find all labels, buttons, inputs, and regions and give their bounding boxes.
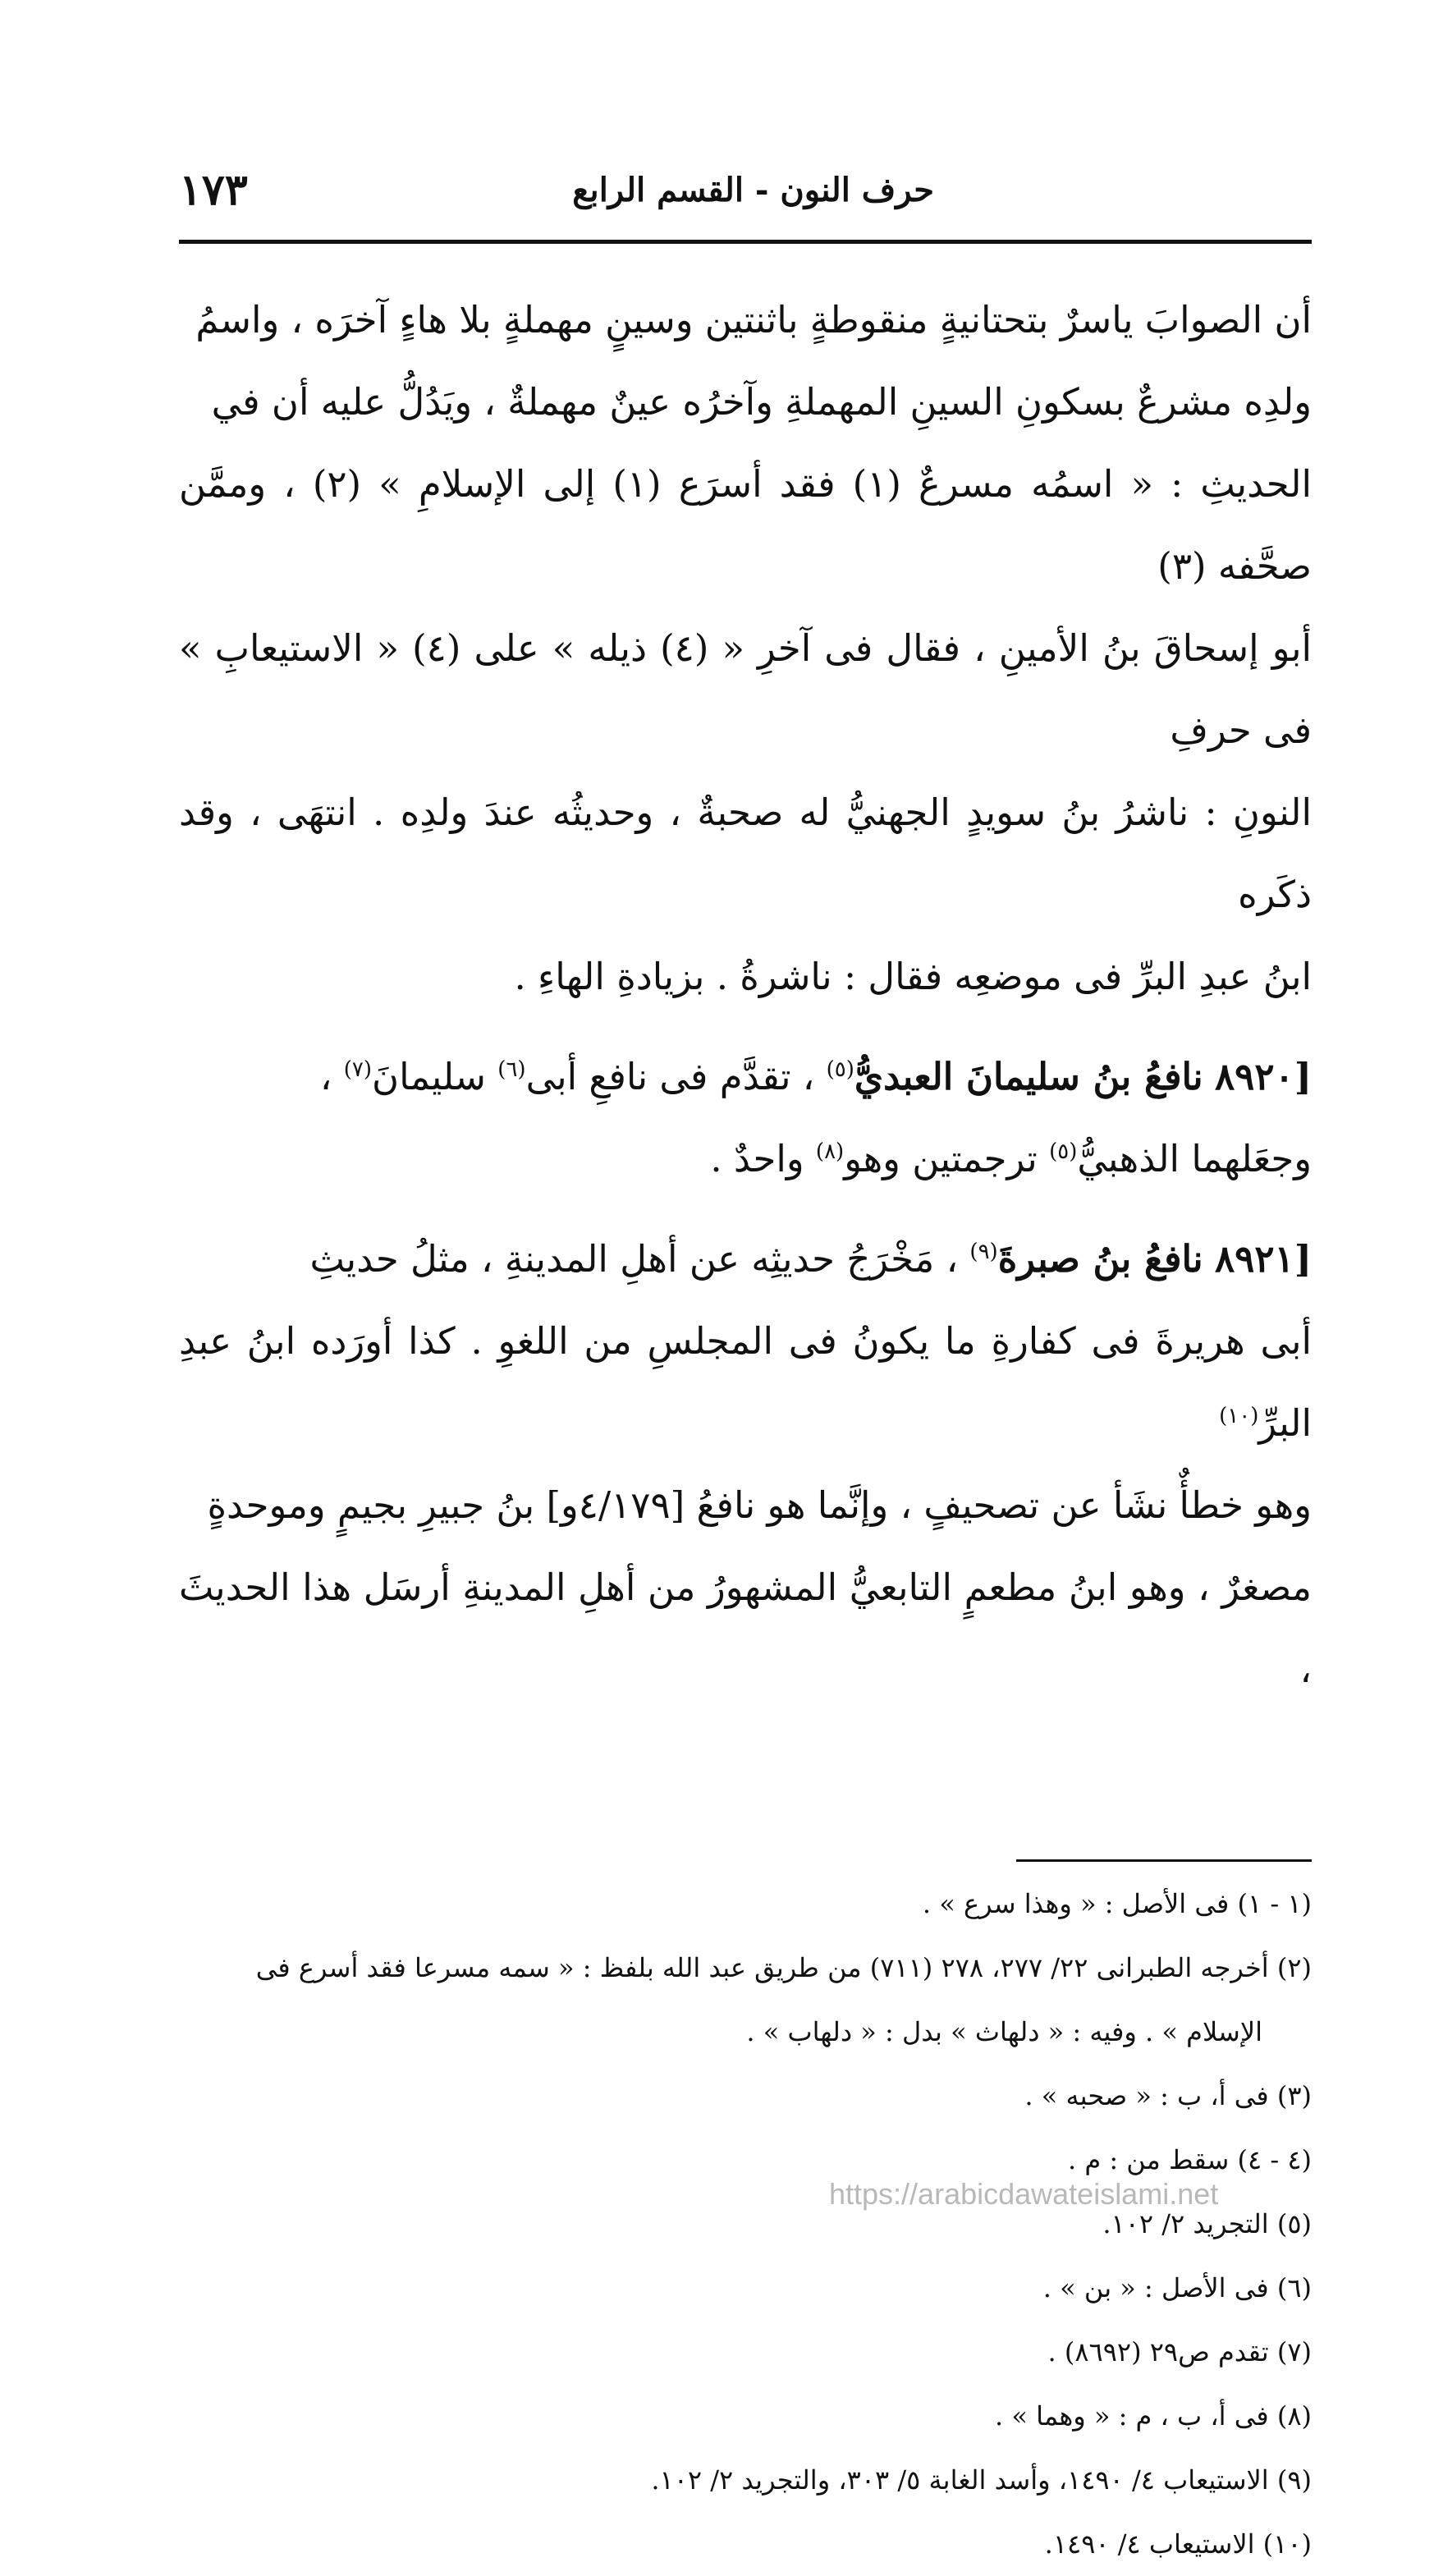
entry-name: نافعُ بنُ سليمانَ العبديُّ [854, 1055, 1203, 1098]
entry-8921 [179, 1218, 1312, 1300]
entry-text: سليمانَ [372, 1055, 498, 1098]
text-line: ولدِه مشرعٌ بسكونِ السينِ المهملةِ وآخرُه عينٌ مهملةٌ ، ويَدُلُّ عليه أن في [211, 380, 1312, 424]
footnote-ref: (٧) [343, 1057, 373, 1082]
text-line: الحديثِ : « اسمُه مسرعٌ (١) فقد أسرَع (١) إلى الإسلامِ » (٢) ، وممَّن صحَّفه (٣) [179, 462, 1312, 588]
watermark-url: https://arabicdawateislami.net [829, 2177, 1219, 2211]
entry-text: ، [319, 1055, 344, 1098]
entry-text: ، تقدَّم فى نافعِ أبى [525, 1055, 827, 1098]
footnotes [179, 1872, 1312, 2576]
footnote: (٨) فى أ، ب ، م : « وهما » . [994, 2400, 1312, 2432]
footnote: (١ - ١) فى الأصل : « وهذا سرع » . [922, 1888, 1312, 1919]
entry-name: نافعُ بنُ صبرةَ [997, 1237, 1203, 1281]
running-title: حرف النون - القسم الرابع [572, 170, 934, 209]
entry-text: ترجمتين وهو [844, 1137, 1050, 1180]
entry-number: [٨٩٢٠ [1215, 1055, 1312, 1098]
text-line: مصغرٌ ، وهو ابنُ مطعمٍ التابعيُّ المشهورُ من أهلِ المدينةِ أرسَل هذا الحديثَ ، [179, 1565, 1312, 1691]
footnote: (٩) الاستيعاب ٤/ ١٤٩٠، وأسد الغابة ٥/ ٣٠٣، والتجريد ٢/ ١٠٢. [651, 2464, 1312, 2496]
footnote: (٤ - ٤) سقط من : م . [1068, 2144, 1312, 2175]
text-line: أن الصوابَ ياسرٌ بتحتانيةٍ منقوطةٍ باثنتين وسينٍ مهملةٍ بلا هاءٍ آخرَه ، واسمُ [195, 298, 1312, 341]
footnote: (٥) التجريد ٢/ ١٠٢. [1102, 2208, 1312, 2239]
text-line: أبو إسحاقَ بنُ الأمينِ ، فقال فى آخرِ « (٤) ذيله » على (٤) « الاستيعابِ » فى حرفِ [179, 626, 1312, 752]
footnote-ref: (٨) [815, 1139, 845, 1164]
footnote-ref: (٩) [969, 1240, 998, 1264]
text-line: ابنُ عبدِ البرِّ فى موضعِه فقال : ناشرةُ . بزيادةِ الهاءِ . [514, 955, 1312, 998]
entry-8920 [179, 1036, 1312, 1118]
text-line: النونِ : ناشرُ بنُ سويدٍ الجهنيُّ له صحبةٌ ، وحديثُه عندَ ولدِه . انتهَى ، وقد ذكَره [179, 791, 1312, 916]
footnote-ref: (١٠) [1219, 1404, 1259, 1428]
footnote: (٣) فى أ، ب : « صحبه » . [1024, 2080, 1312, 2111]
entry-text: وجعَلهما الذهبيُّ [1077, 1137, 1312, 1180]
page-number: ١٧٣ [179, 164, 248, 215]
footnote-ref: (٥) [826, 1057, 854, 1082]
text-line [179, 1300, 1312, 1464]
footnote-ref: (٦) [497, 1057, 526, 1082]
page-header [179, 161, 1312, 218]
entry-text: أبى هريرةَ فى كفارةِ ما يكونُ فى المجلسِ من اللغوِ . كذا أورَده ابنُ عبدِ البرِّ [179, 1319, 1312, 1445]
text-line [179, 1118, 1312, 1200]
main-text [179, 279, 1312, 1711]
entry-text: واحدٌ . [710, 1137, 816, 1180]
entry-number: [٨٩٢١ [1215, 1237, 1312, 1281]
footnote: (٦) فى الأصل : « بن » . [1042, 2272, 1312, 2303]
footnote-continuation: الإسلام » . وفيه : « دلهاث » بدل : « دلهاب » . [746, 2016, 1262, 2047]
footnote: (٧) تقدم ص٢٩ (٨٦٩٢) . [1047, 2336, 1312, 2367]
entry-text: ، مَخْرَجُ حديثِه عن أهلِ المدينةِ ، مثلُ حديثِ [309, 1237, 970, 1281]
header-rule [179, 240, 1312, 244]
footnote-rule [1016, 1859, 1312, 1862]
footnote: (١٠) الاستيعاب ٤/ ١٤٩٠. [1044, 2528, 1312, 2560]
footnote: (٢) أخرجه الطبرانى ٢٢/ ٢٧٧، ٢٧٨ (٧١١) من طريق عبد الله بلفظ : « سمه مسرعا فقد أسرع فى [255, 1952, 1312, 1983]
text-line: وهو خطأٌ نشَأ عن تصحيفٍ ، وإنَّما هو نافعُ [٤/١٧٩و] بنُ جبيرِ بجيمٍ وموحدةٍ [207, 1483, 1312, 1527]
footnote-ref: (٥) [1049, 1139, 1078, 1164]
